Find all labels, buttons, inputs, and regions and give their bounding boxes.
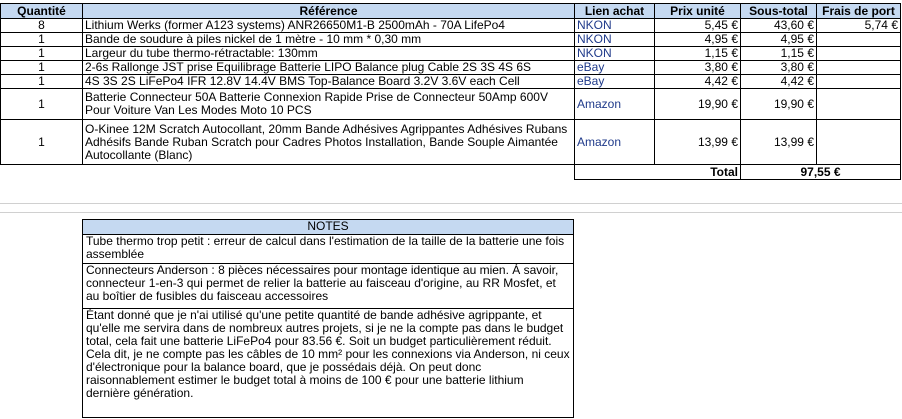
note-item[interactable]: Connecteurs Anderson : 8 pièces nécessaires pour montage identique au mien. À savoir, connecteur 1-en-3 qui permet de relier la batterie au faisceau d'origine, au RR Mosfet, et au boîtier de fusibles du faisceau accessoires	[83, 264, 574, 309]
cell-qty[interactable]: 1	[1, 47, 83, 61]
cell-frais[interactable]	[817, 89, 901, 120]
header-prix[interactable]: Prix unité	[655, 4, 741, 19]
cell-qty[interactable]: 1	[1, 75, 83, 89]
cell-frais[interactable]: 5,74 €	[817, 19, 901, 33]
total-value[interactable]: 97,55 €	[741, 165, 901, 180]
total-label[interactable]: Total	[575, 165, 741, 180]
table-row	[1, 61, 901, 75]
cell-frais[interactable]	[817, 61, 901, 75]
cell-prix[interactable]: 5,45 €	[655, 19, 741, 33]
total-row	[1, 165, 901, 180]
cell-link[interactable]: Amazon	[575, 120, 655, 165]
cell-link[interactable]: NKON	[575, 33, 655, 47]
cell-prix[interactable]: 4,95 €	[655, 33, 741, 47]
cell-prix[interactable]: 19,90 €	[655, 89, 741, 120]
cell-sous-total[interactable]: 3,80 €	[741, 61, 817, 75]
cell-ref[interactable]: Lithium Werks (former A123 systems) ANR26650M1-B 2500mAh - 70A LifePo4	[83, 19, 575, 33]
notes-title[interactable]: NOTES	[83, 220, 574, 235]
cell-link[interactable]: eBay	[575, 61, 655, 75]
budget-table	[0, 3, 901, 180]
empty-cell	[1, 165, 83, 180]
cell-prix[interactable]: 4,42 €	[655, 75, 741, 89]
cell-ref[interactable]: Batterie Connecteur 50A Batterie Connexion Rapide Prise de Connecteur 50Amp 600V Pour Voiture Van Les Modes Moto 10 PCS	[83, 89, 575, 120]
cell-qty[interactable]: 1	[1, 33, 83, 47]
cell-frais[interactable]	[817, 75, 901, 89]
header-reference[interactable]: Référence	[83, 4, 575, 19]
cell-qty[interactable]: 1	[1, 120, 83, 165]
grid-line	[0, 212, 902, 213]
cell-frais[interactable]	[817, 47, 901, 61]
table-row	[1, 47, 901, 61]
cell-ref[interactable]: 2-6s Rallonge JST prise Equilibrage Batterie LIPO Balance plug Cable 2S 3S 4S 6S	[83, 61, 575, 75]
cell-sous-total[interactable]: 43,60 €	[741, 19, 817, 33]
note-item[interactable]: Étant donné que je n'ai utilisé qu'une petite quantité de bande adhésive agrippante, et qu'elle me servira dans de nombreux autres projets, si je ne la compte pas dans le budget total, cela fait une batterie LiFePo4 pour 83.56 €. Soit un budget particulièrement réduit. Cela dit, je ne compte pas les câbles de 10 mm² pour les connexions via Anderson, ni ceux d'électronique pour la balance board, que je possédais déjà. On peut donc raisonnablement estimer le budget total à moins de 100 € pour une batterie lithium dernière génération.	[83, 309, 574, 418]
table-row	[1, 75, 901, 89]
notes-table	[82, 219, 574, 418]
cell-sous-total[interactable]: 13,99 €	[741, 120, 817, 165]
cell-qty[interactable]: 1	[1, 61, 83, 75]
table-row	[1, 89, 901, 120]
table-row	[1, 33, 901, 47]
cell-link[interactable]: Amazon	[575, 89, 655, 120]
cell-sous-total[interactable]: 19,90 €	[741, 89, 817, 120]
cell-prix[interactable]: 13,99 €	[655, 120, 741, 165]
cell-qty[interactable]: 1	[1, 89, 83, 120]
header-frais[interactable]: Frais de port	[817, 4, 901, 19]
cell-ref[interactable]: Bande de soudure à piles nickel de 1 mètre - 10 mm * 0,30 mm	[83, 33, 575, 47]
cell-ref[interactable]: Largeur du tube thermo-rétractable: 130mm	[83, 47, 575, 61]
cell-sous-total[interactable]: 1,15 €	[741, 47, 817, 61]
table-row	[1, 120, 901, 165]
cell-ref[interactable]: 4S 3S 2S LiFePo4 IFR 12.8V 14.4V BMS Top-Balance Board 3.2V 3.6V each Cell	[83, 75, 575, 89]
cell-qty[interactable]: 8	[1, 19, 83, 33]
empty-cell	[83, 165, 575, 180]
header-sous-total[interactable]: Sous-total	[741, 4, 817, 19]
header-row	[1, 4, 901, 19]
cell-sous-total[interactable]: 4,42 €	[741, 75, 817, 89]
header-lien[interactable]: Lien achat	[575, 4, 655, 19]
cell-frais[interactable]	[817, 120, 901, 165]
cell-link[interactable]: NKON	[575, 19, 655, 33]
header-quantite[interactable]: Quantité	[1, 4, 83, 19]
cell-prix[interactable]: 1,15 €	[655, 47, 741, 61]
note-item[interactable]: Tube thermo trop petit : erreur de calcul dans l'estimation de la taille de la batterie une fois assemblée	[83, 235, 574, 264]
cell-link[interactable]: eBay	[575, 75, 655, 89]
cell-sous-total[interactable]: 4,95 €	[741, 33, 817, 47]
cell-frais[interactable]	[817, 33, 901, 47]
grid-line	[0, 203, 902, 204]
cell-link[interactable]: NKON	[575, 47, 655, 61]
cell-ref[interactable]: O-Kinee 12M Scratch Autocollant, 20mm Bande Adhésives Agrippantes Adhésives Rubans Adhésifs Bande Ruban Scratch pour Cadres Photos Installation, Bande Souple Aimantée Autocollante (Blanc)	[83, 120, 575, 165]
table-row	[1, 19, 901, 33]
cell-prix[interactable]: 3,80 €	[655, 61, 741, 75]
